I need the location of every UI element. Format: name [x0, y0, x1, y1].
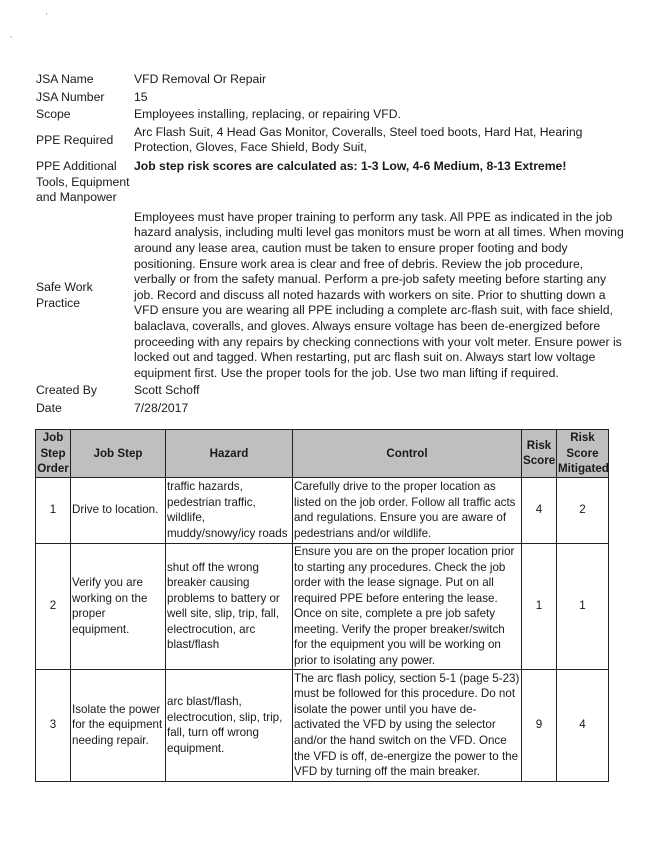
col-header-hazard: Hazard	[166, 430, 293, 478]
jsa-header	[36, 72, 626, 416]
hazard-cell: shut off the wrong breaker causing problems to battery or well site, slip, trip, fall, electrocution, arc blast/flash	[166, 543, 293, 669]
job-steps-table	[35, 429, 609, 782]
col-header-risk: Risk Score	[522, 430, 557, 478]
jsa-number-label: JSA Number	[36, 89, 105, 104]
scan-speck: '	[46, 12, 48, 21]
ppe-additional-row	[36, 159, 626, 206]
control-cell: Ensure you are on the proper location prior to starting any procedures. Check the job order with the lease signage. Put on all required PPE before entering the lease. Once on site, complete a pre job safety meeting. Verify the proper breaker/switch for the equipment you will be working on prior to isolating any power.	[293, 543, 522, 669]
hazard-cell: traffic hazards, pedestrian traffic, wildlife, muddy/snowy/icy roads	[166, 477, 293, 543]
control-cell: The arc flash policy, section 5-1 (page 5-23) must be followed for this procedure. Do not isolate the power until you have de-activated the VFD by using the selector and/or the hand switch on the VFD. Once the VFD is off, de-energize the power to the VFD by turning off the main breaker.	[293, 669, 522, 781]
step-cell: Isolate the power for the equipment needing repair.	[71, 669, 166, 781]
table-header-row	[36, 430, 609, 478]
scope-value: Employees installing, replacing, or repairing VFD.	[134, 107, 401, 122]
created-by-label: Created By	[36, 383, 97, 398]
risk-cell: 1	[522, 543, 557, 669]
ppe-additional-label: PPE Additional Tools, Equipment and Manpower	[36, 158, 130, 205]
ppe-required-value: Arc Flash Suit, 4 Head Gas Monitor, Coveralls, Steel toed boots, Hard Hat, Hearing Protection, Gloves, Face Shield, Body Suit,	[134, 124, 583, 155]
date-row	[36, 401, 626, 417]
order-cell: 1	[36, 477, 71, 543]
table-row	[36, 477, 609, 543]
mitigated-cell: 4	[557, 669, 609, 781]
scope-label: Scope	[36, 107, 71, 122]
jsa-name-value: VFD Removal Or Repair	[134, 72, 267, 86]
table-row	[36, 543, 609, 669]
col-header-step: Job Step	[71, 430, 166, 478]
ppe-required-row	[36, 125, 626, 156]
date-label: Date	[36, 400, 62, 415]
table-row	[36, 669, 609, 781]
ppe-additional-value: Job step risk scores are calculated as: 1-3 Low, 4-6 Medium, 8-13 Extreme!	[134, 158, 567, 173]
scope-row	[36, 107, 626, 123]
control-cell: Carefully drive to the proper location as listed on the job order. Follow all traffic acts and regulations. Ensure you are aware of pedestrians and/or wildlife.	[293, 477, 522, 543]
hazard-cell: arc blast/flash, electrocution, slip, trip, fall, turn off wrong equipment.	[166, 669, 293, 781]
order-cell: 3	[36, 669, 71, 781]
step-cell: Verify you are working on the proper equipment.	[71, 543, 166, 669]
created-by-value: Scott Schoff	[134, 383, 200, 398]
risk-cell: 4	[522, 477, 557, 543]
safe-work-value: Employees must have proper training to perform any task. All PPE as indicated in the job hazard analysis, including multi level gas monitors must be worn at all times. When moving around any lease area, caution must be taken to ensure proper footing and body positioning. Ensure work area is clear and free of debris. Review the job procedure, verbally or from the safety manual. Perform a pre-job safety meeting before starting any job. Record and discuss all noted hazards with workers on site. Prior to shutting down a VFD ensure you are wearing all PPE including a complete arc-flash suit, with face shield, balaclava, coveralls, and gloves. Always ensure voltage has been de-energized before proceeding with any repairs by checking connections with your volt meter. Ensure power is locked out and tagged. When restarting, put arc flash suit on. Always start low voltage equipment first. Use the proper tools for the job. Use two man lifting if required.	[134, 209, 624, 380]
date-value: 7/28/2017	[134, 400, 189, 415]
ppe-required-label: PPE Required	[36, 132, 114, 147]
col-header-order: Job Step Order	[36, 430, 71, 478]
mitigated-cell: 2	[557, 477, 609, 543]
scan-speck: ,	[10, 30, 13, 39]
mitigated-cell: 1	[557, 543, 609, 669]
col-header-mitigated: Risk Score Mitigated	[557, 430, 609, 478]
risk-cell: 9	[522, 669, 557, 781]
col-header-control: Control	[293, 430, 522, 478]
safe-work-row	[36, 210, 626, 382]
order-cell: 2	[36, 543, 71, 669]
jsa-number-value: 15	[134, 89, 148, 104]
safe-work-label: Safe Work Practice	[36, 279, 93, 310]
jsa-name-row	[36, 72, 626, 88]
created-by-row	[36, 383, 626, 399]
jsa-name-label: JSA Name	[36, 72, 94, 86]
jsa-number-row	[36, 90, 626, 106]
step-cell: Drive to location.	[71, 477, 166, 543]
